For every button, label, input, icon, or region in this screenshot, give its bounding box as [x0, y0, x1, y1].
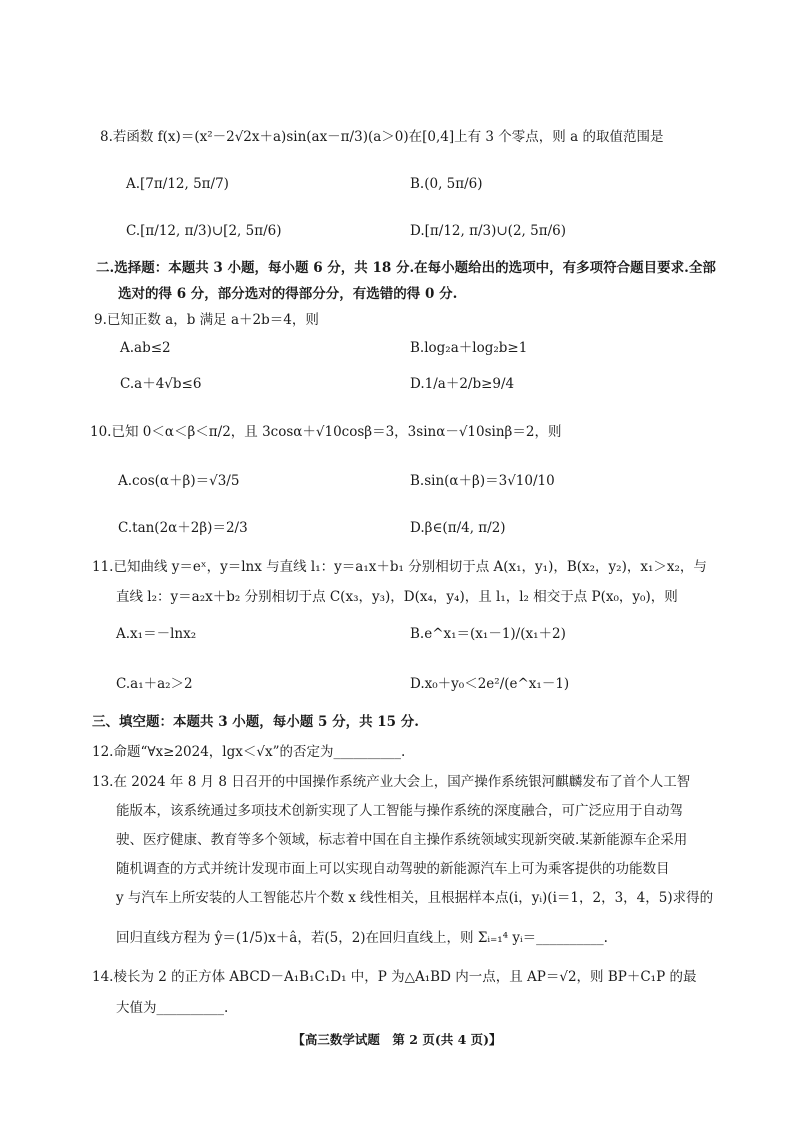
q9-option-c: C.a＋4√b≤6: [120, 376, 202, 392]
q11-option-c: C.a₁＋a₂＞2: [116, 676, 193, 692]
q9-option-d: D.1/a＋2/b≥9/4: [410, 376, 515, 392]
q9-option-a: A.ab≤2: [120, 340, 171, 356]
q9-option-b: B.log₂a＋log₂b≥1: [410, 340, 528, 356]
q13-line-5: y 与汽车上所安装的人工智能芯片个数 x 线性相关，且根据样本点(i，yᵢ)(i＝1，2，3，4，5)求得的: [116, 890, 714, 906]
section2-heading-cont: 选对的得 6 分，部分选对的得部分分，有选错的得 0 分.: [118, 286, 458, 302]
q10-option-a: A.cos(α＋β)＝√3/5: [118, 473, 240, 489]
q12-text: 12.命题“∀x≥2024，lgx＜√x”的否定为__________.: [92, 744, 406, 760]
q13-line-1: 13.在 2024 年 8 月 8 日召开的中国操作系统产业大会上，国产操作系统银河麒麟发布了首个人工智: [92, 774, 691, 790]
q10-option-c: C.tan(2α＋2β)＝2/3: [118, 520, 248, 536]
q11-stem-cont: 直线 l₂：y＝a₂x＋b₂ 分别相切于点 C(x₃，y₃)，D(x₄，y₄)，且 l₁，l₂ 相交于点 P(x₀，y₀)，则: [116, 589, 678, 605]
section3-heading: 三、填空题：本题共 3 小题，每小题 5 分，共 15 分.: [92, 714, 419, 730]
q13-line-3: 驶、医疗健康、教育等多个领域，标志着中国在自主操作系统领域实现新突破.某新能源车企采用: [116, 832, 688, 848]
section2-heading: 二.选择题：本题共 3 小题，每小题 6 分，共 18 分.在每小题给出的选项中，有多项符合题目要求.全部: [96, 260, 716, 276]
q11-option-a: A.x₁＝－lnx₂: [116, 626, 197, 642]
q8-option-b: B.(0, 5π/6): [410, 176, 483, 192]
q13-line-6: 回归直线方程为 ŷ＝(1/5)x＋â，若(5，2)在回归直线上，则 Σᵢ₌₁⁴ yᵢ＝__________.: [116, 930, 608, 946]
q8-option-d: D.[π/12, π/3)∪(2, 5π/6): [410, 223, 566, 239]
q8-option-c: C.[π/12, π/3)∪[2, 5π/6): [126, 223, 282, 239]
q13-line-4: 随机调查的方式并统计发现市面上可以实现自动驾驶的新能源汽车上可为乘客提供的功能数目: [116, 861, 670, 877]
q13-line-2: 能版本，该系统通过多项技术创新实现了人工智能与操作系统的深度融合，可广泛应用于自动驾: [116, 803, 683, 819]
q14-line-1: 14.棱长为 2 的正方体 ABCD－A₁B₁C₁D₁ 中，P 为△A₁BD 内一点，且 AP＝√2，则 BP＋C₁P 的最: [92, 969, 697, 985]
q11-stem: 11.已知曲线 y＝eˣ，y＝lnx 与直线 l₁：y＝a₁x＋b₁ 分别相切于点 A(x₁，y₁)，B(x₂，y₂)，x₁＞x₂，与: [92, 559, 707, 575]
q11-option-d: D.x₀＋y₀＜2e²/(e^x₁－1): [410, 676, 570, 692]
q8-stem: 8.若函数 f(x)＝(x²－2√2x＋a)sin(ax－π/3)(a＞0)在[0,4]上有 3 个零点，则 a 的取值范围是: [100, 129, 664, 145]
q11-option-b: B.e^x₁＝(x₁－1)/(x₁＋2): [410, 626, 566, 642]
q10-option-b: B.sin(α＋β)＝3√10/10: [410, 473, 555, 489]
page-footer: 【高三数学试题 第 2 页(共 4 页)】: [292, 1032, 502, 1047]
q10-stem: 10.已知 0＜α＜β＜π/2，且 3cosα＋√10cosβ＝3，3sinα－√10sinβ＝2，则: [90, 424, 562, 440]
q14-line-2: 大值为__________.: [116, 1000, 229, 1016]
q10-option-d: D.β∈(π/4, π/2): [410, 520, 506, 536]
q9-stem: 9.已知正数 a，b 满足 a＋2b＝4，则: [94, 312, 319, 328]
q8-option-a: A.[7π/12, 5π/7): [126, 176, 229, 192]
